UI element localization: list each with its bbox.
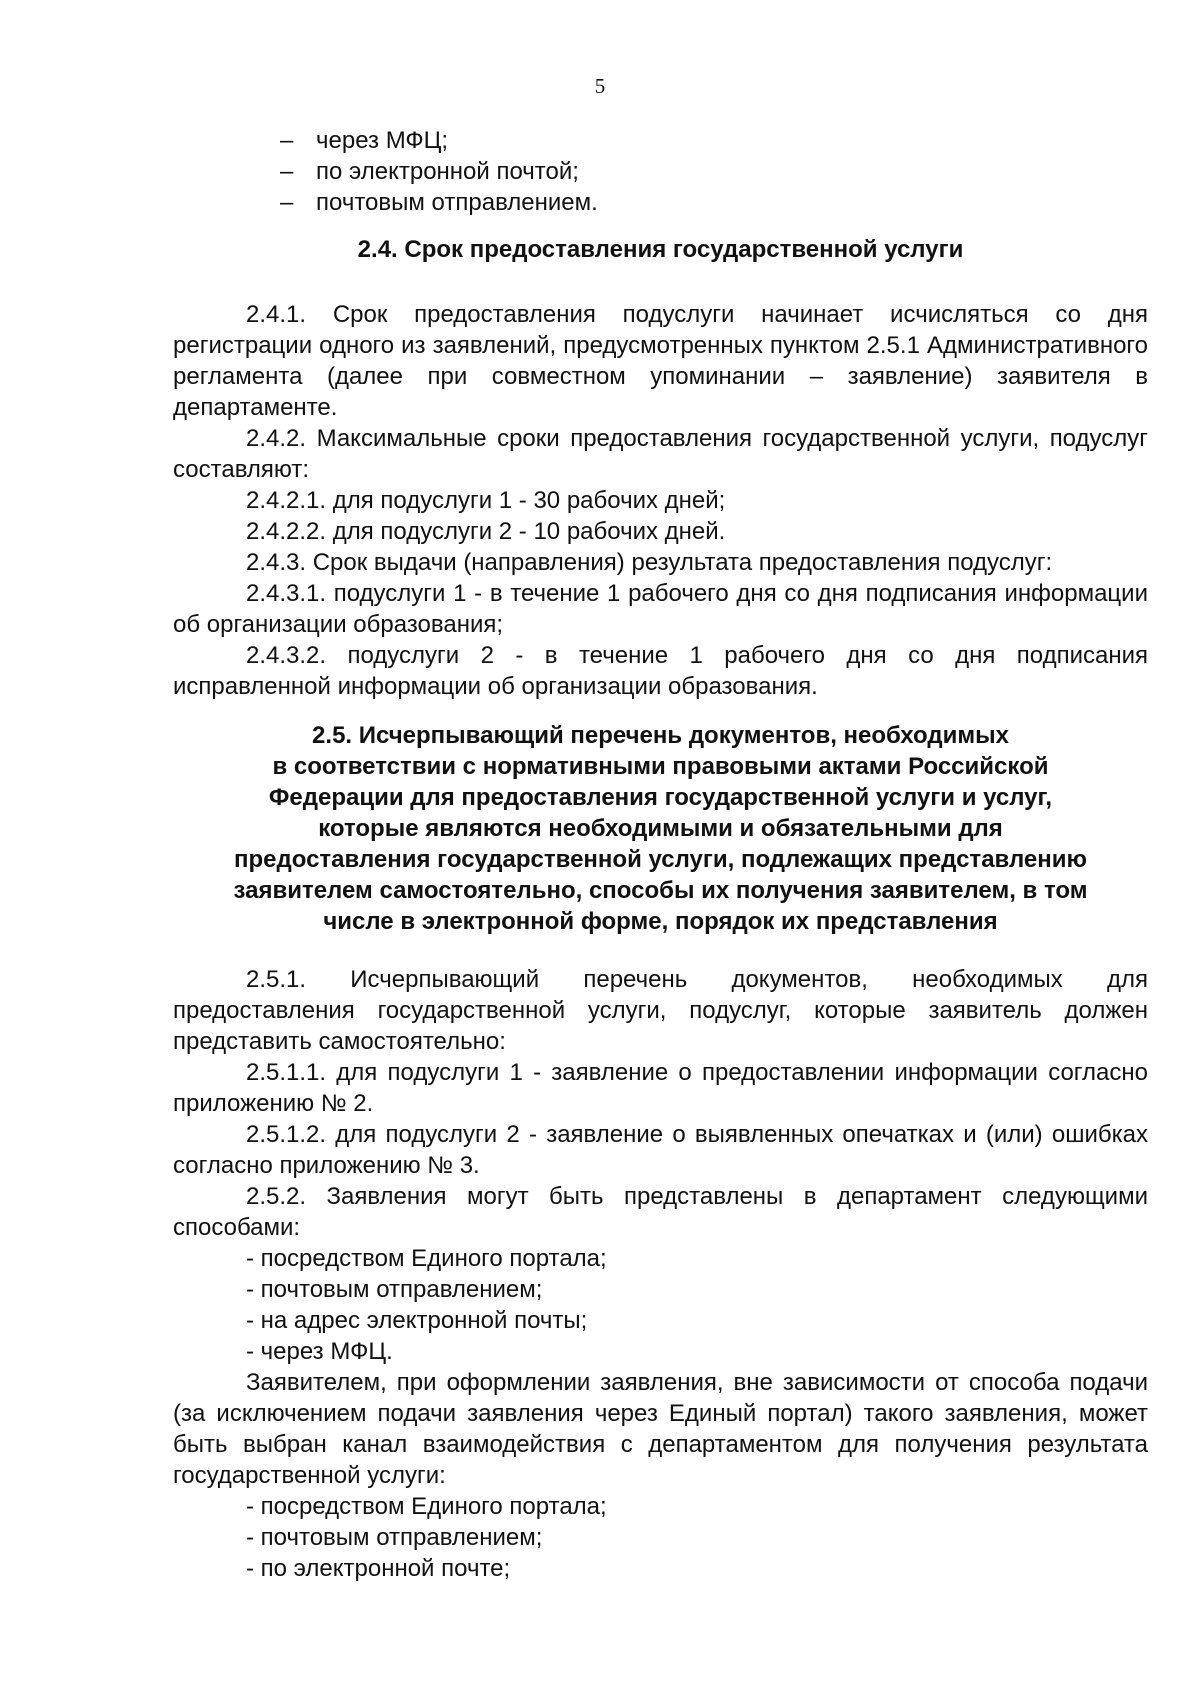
- channel-item: - по электронной почте;: [246, 1555, 511, 1582]
- paragraph-2-5-2: 2.5.2. Заявления могут быть представлены в департамент следующими способами:: [173, 1183, 1148, 1241]
- section-heading-2-4: 2.4. Срок предоставления государственной услуги: [357, 236, 964, 263]
- list-item-text: по электронной почтой;: [316, 158, 579, 185]
- paragraph-channel-choice: Заявителем, при оформлении заявления, вне зависимости от способа подачи (за исключением подачи заявления через Единый портал) такого заявления, может быть выбран канал взаимодействия с департаментом для получения результата государственной услуги:: [173, 1369, 1148, 1489]
- section-2-5-body: [173, 964, 1148, 1584]
- list-item: – через МФЦ;: [280, 127, 449, 154]
- list-item-text: почтовым отправлением.: [316, 189, 598, 216]
- paragraph-2-5-1-2: 2.5.1.2. для подуслуги 2 - заявление о выявленных опечатках и (или) ошибках согласно приложению № 3.: [173, 1121, 1148, 1179]
- paragraph-2-4-1: 2.4.1. Срок предоставления подуслуги начинает исчисляться со дня регистрации одного из заявлений, предусмотренных пунктом 2.5.1 Административного регламента (далее при совместном упоминании – заявление) заявителя в департаменте.: [173, 301, 1148, 421]
- heading-line: которые являются необходимыми и обязательными для: [318, 815, 1003, 842]
- channel-item: - почтовым отправлением;: [246, 1524, 543, 1551]
- paragraph-2-4-3-1: 2.4.3.1. подуслуги 1 - в течение 1 рабочего дня со дня подписания информации об организации образования;: [173, 580, 1148, 638]
- paragraph-2-5-1: 2.5.1. Исчерпывающий перечень документов, необходимых для предоставления государственной услуги, подуслуг, которые заявитель должен представить самостоятельно:: [173, 966, 1148, 1055]
- submission-way-item: - на адрес электронной почты;: [246, 1307, 588, 1334]
- submission-way-item: - через МФЦ.: [246, 1338, 393, 1365]
- paragraph-2-4-2-1: 2.4.2.1. для подуслуги 1 - 30 рабочих дней;: [246, 487, 726, 514]
- paragraph-2-4-2: 2.4.2. Максимальные сроки предоставления государственной услуги, подуслуг составляют:: [173, 425, 1148, 483]
- paragraph-2-5-1-1: 2.5.1.1. для подуслуги 1 - заявление о предоставлении информации согласно приложению № 2.: [173, 1059, 1148, 1117]
- heading-line: заявителем самостоятельно, способы их получения заявителем, в том: [233, 877, 1088, 904]
- heading-line: предоставления государственной услуги, подлежащих представлению: [234, 846, 1087, 873]
- submission-way-item: - посредством Единого портала;: [246, 1245, 607, 1272]
- list-item-text: через МФЦ;: [316, 127, 449, 154]
- list-item: – по электронной почтой;: [280, 158, 579, 185]
- section-heading-2-5: [173, 720, 1148, 937]
- paragraph-2-4-2-2: 2.4.2.2. для подуслуги 2 - 10 рабочих дней.: [246, 518, 726, 545]
- delivery-methods-list: [280, 125, 598, 218]
- page-number: 5: [594, 74, 606, 98]
- channel-item: - посредством Единого портала;: [246, 1493, 607, 1520]
- heading-line: Федерации для предоставления государственной услуги и услуг,: [268, 784, 1053, 811]
- section-2-4-body: [173, 299, 1148, 702]
- heading-line: в соответствии с нормативными правовыми актами Российской: [272, 753, 1049, 780]
- heading-line: 2.5. Исчерпывающий перечень документов, необходимых: [312, 722, 1009, 749]
- list-item: – почтовым отправлением.: [280, 189, 598, 216]
- submission-way-item: - почтовым отправлением;: [246, 1276, 543, 1303]
- heading-line: числе в электронной форме, порядок их представления: [323, 908, 998, 935]
- paragraph-2-4-3: 2.4.3. Срок выдачи (направления) результата предоставления подуслуг:: [246, 549, 1053, 576]
- paragraph-2-4-3-2: 2.4.3.2. подуслуги 2 - в течение 1 рабочего дня со дня подписания исправленной информации об организации образования.: [173, 642, 1148, 700]
